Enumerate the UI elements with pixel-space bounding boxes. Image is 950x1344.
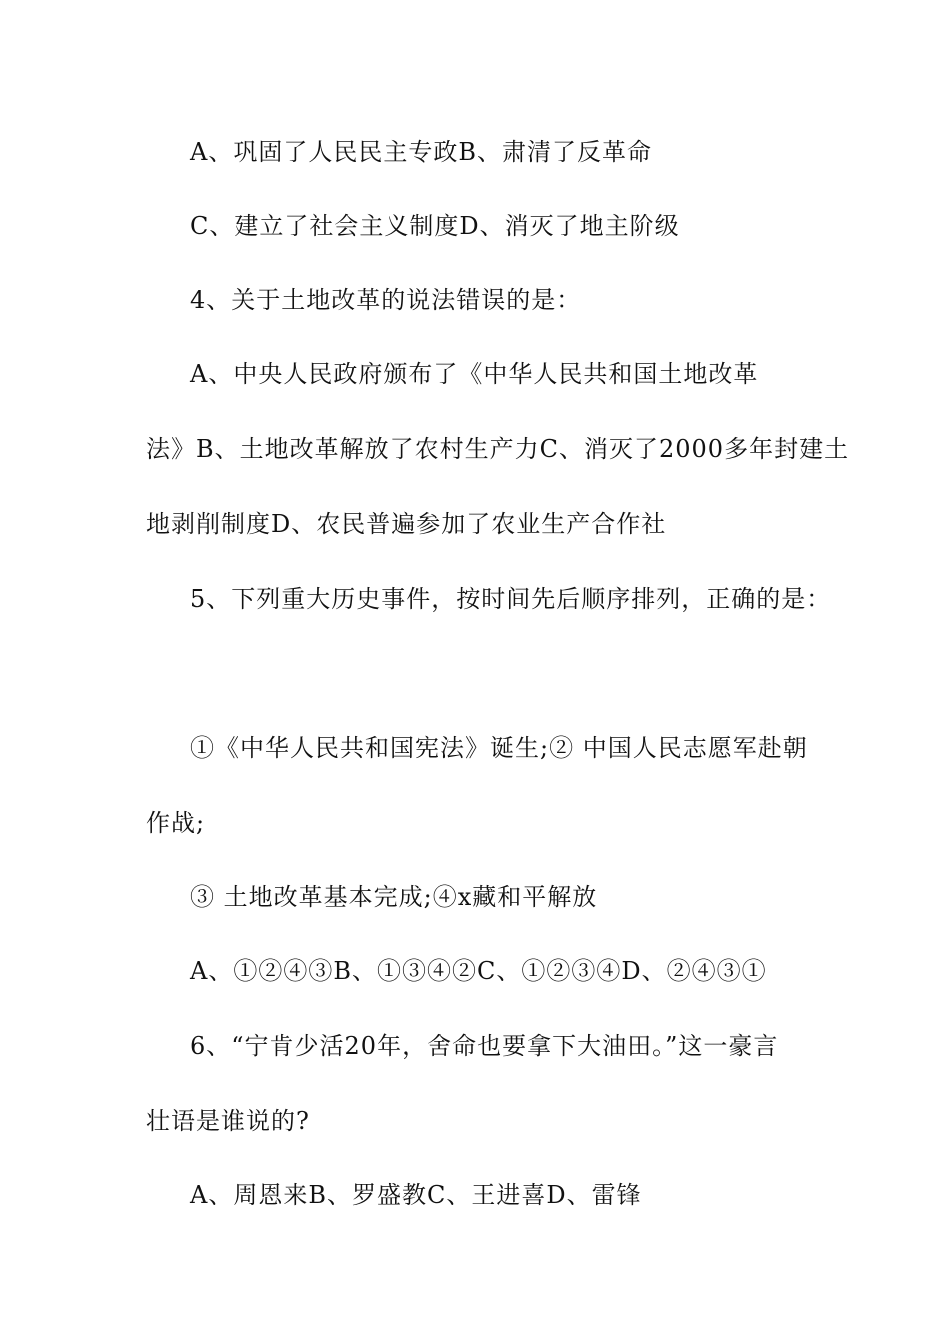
q3-options-cd: C、建立了社会主义制度D、消灭了地主阶级 <box>190 212 680 240</box>
q4-options-continued: 法》B、土地改革解放了农村生产力C、消灭了2000多年封建土 <box>146 435 850 463</box>
q6-question: 6、“宁肯少活20年，舍命也要拿下大油田。”这一豪言 <box>190 1032 779 1060</box>
q3-options-ab: A、巩固了人民民主专政B、肃清了反革命 <box>190 138 652 166</box>
q5-options: A、①②④③B、①③④②C、①②③④D、②④③① <box>190 957 767 985</box>
q6-question-continued: 壮语是谁说的? <box>146 1107 310 1135</box>
q6-options: A、周恩来B、罗盛教C、王进喜D、雷锋 <box>190 1181 642 1209</box>
q4-question: 4、关于土地改革的说法错误的是： <box>190 286 582 314</box>
q5-events-line-1: ①《中华人民共和国宪法》诞生;② 中国人民志愿军赴朝 <box>190 734 808 762</box>
q5-events-line-3: ③ 土地改革基本完成;④x藏和平解放 <box>190 883 598 911</box>
q5-question: 5、下列重大历史事件，按时间先后顺序排列，正确的是： <box>190 585 832 613</box>
q4-option-d: 地剥削制度D、农民普遍参加了农业生产合作社 <box>146 510 667 538</box>
q4-option-a: A、中央人民政府颁布了《中华人民共和国土地改革 <box>190 360 759 388</box>
q5-events-line-2: 作战; <box>146 809 206 837</box>
